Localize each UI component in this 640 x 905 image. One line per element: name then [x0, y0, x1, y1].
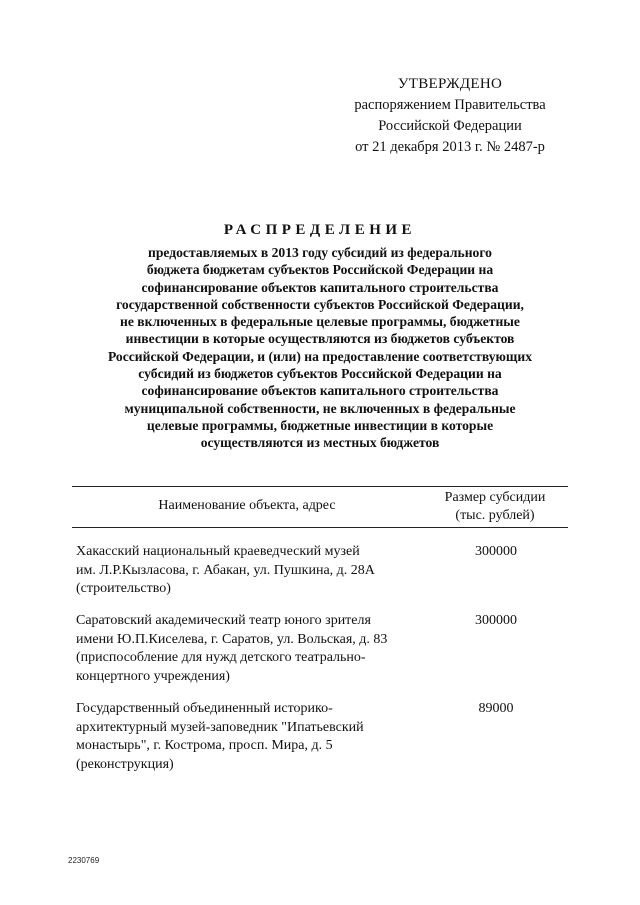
subtitle-line: субсидий из бюджетов субъектов Российской Федерации на — [138, 366, 502, 382]
column-header-amount-unit: (тыс. рублей) — [455, 508, 535, 523]
object-name-line: (реконструкция) — [76, 756, 174, 772]
object-name — [76, 612, 421, 686]
subtitle-line: целевые программы, бюджетные инвестиции в которые — [146, 417, 494, 433]
object-name-line: архитектурный музей-заповедник "Ипатьевский — [76, 719, 364, 735]
object-name — [76, 543, 421, 599]
object-name-line: (строительство) — [76, 581, 171, 596]
approval-line: распоряжением Правительства — [354, 97, 546, 113]
subsidy-amount: 300000 — [475, 544, 517, 559]
object-name-line: концертного учреждения) — [76, 668, 230, 684]
subtitle-line: государственной собственности субъектов Российской Федерации, — [116, 296, 524, 312]
subtitle-line: софинансирование объектов капитального строительства — [141, 383, 499, 399]
object-name-line: Хакасский национальный краеведческий музей — [76, 544, 360, 559]
column-header-amount-line: Размер субсидии — [444, 490, 546, 505]
approval-line: Российской Федерации — [378, 118, 522, 134]
column-header-name: Наименование объекта, адрес — [158, 498, 336, 513]
object-name — [76, 700, 421, 774]
subsidy-amount: 89000 — [478, 701, 514, 716]
object-name-line: (приспособление для нужд детского театрально- — [76, 650, 366, 665]
object-name-line: имени Ю.П.Киселева, г. Саратов, ул. Вольская, д. 83 — [76, 631, 388, 647]
subtitle-line: инвестиции в которые осуществляются из бюджетов субъектов — [125, 331, 515, 347]
approval-block — [330, 74, 570, 158]
subtitle-line: осуществляются из местных бюджетов — [200, 435, 440, 451]
approval-heading: УТВЕРЖДЕНО — [397, 76, 503, 92]
subtitle-line: софинансирование объектов капитального строительства — [141, 279, 499, 295]
column-header-amount — [420, 489, 570, 525]
document-title: РАСПРЕДЕЛЕНИЕ — [223, 222, 417, 238]
approval-date-line: от 21 декабря 2013 г. № 2487-р — [355, 139, 545, 155]
object-name-line: Государственный объединенный историко- — [76, 701, 333, 716]
subtitle-line: бюджета бюджетам субъектов Российской Федерации на — [146, 262, 494, 278]
subtitle-line: муниципальной собственности, не включенных в федеральные — [124, 400, 516, 416]
document-subtitle — [70, 244, 570, 452]
object-name-line: Саратовский академический театр юного зрителя — [76, 613, 371, 628]
object-name-line: им. Л.Р.Кызласова, г. Абакан, ул. Пушкина, д. 28А — [76, 562, 375, 578]
subsidy-amount: 300000 — [475, 613, 517, 628]
object-name-line: монастырь", г. Кострома, просп. Мира, д. 5 — [76, 738, 333, 753]
subtitle-line: Российской Федерации, и (или) на предоставление соответствующих — [107, 348, 533, 364]
table-header-top-rule — [72, 486, 568, 487]
subtitle-line: не включенных в федеральные целевые программы, бюджетные — [120, 314, 520, 330]
subtitle-line: предоставляемых в 2013 году субсидий из федерального — [148, 245, 492, 260]
table-header-bottom-rule — [72, 527, 568, 528]
document-code: 2230769 — [68, 856, 100, 865]
